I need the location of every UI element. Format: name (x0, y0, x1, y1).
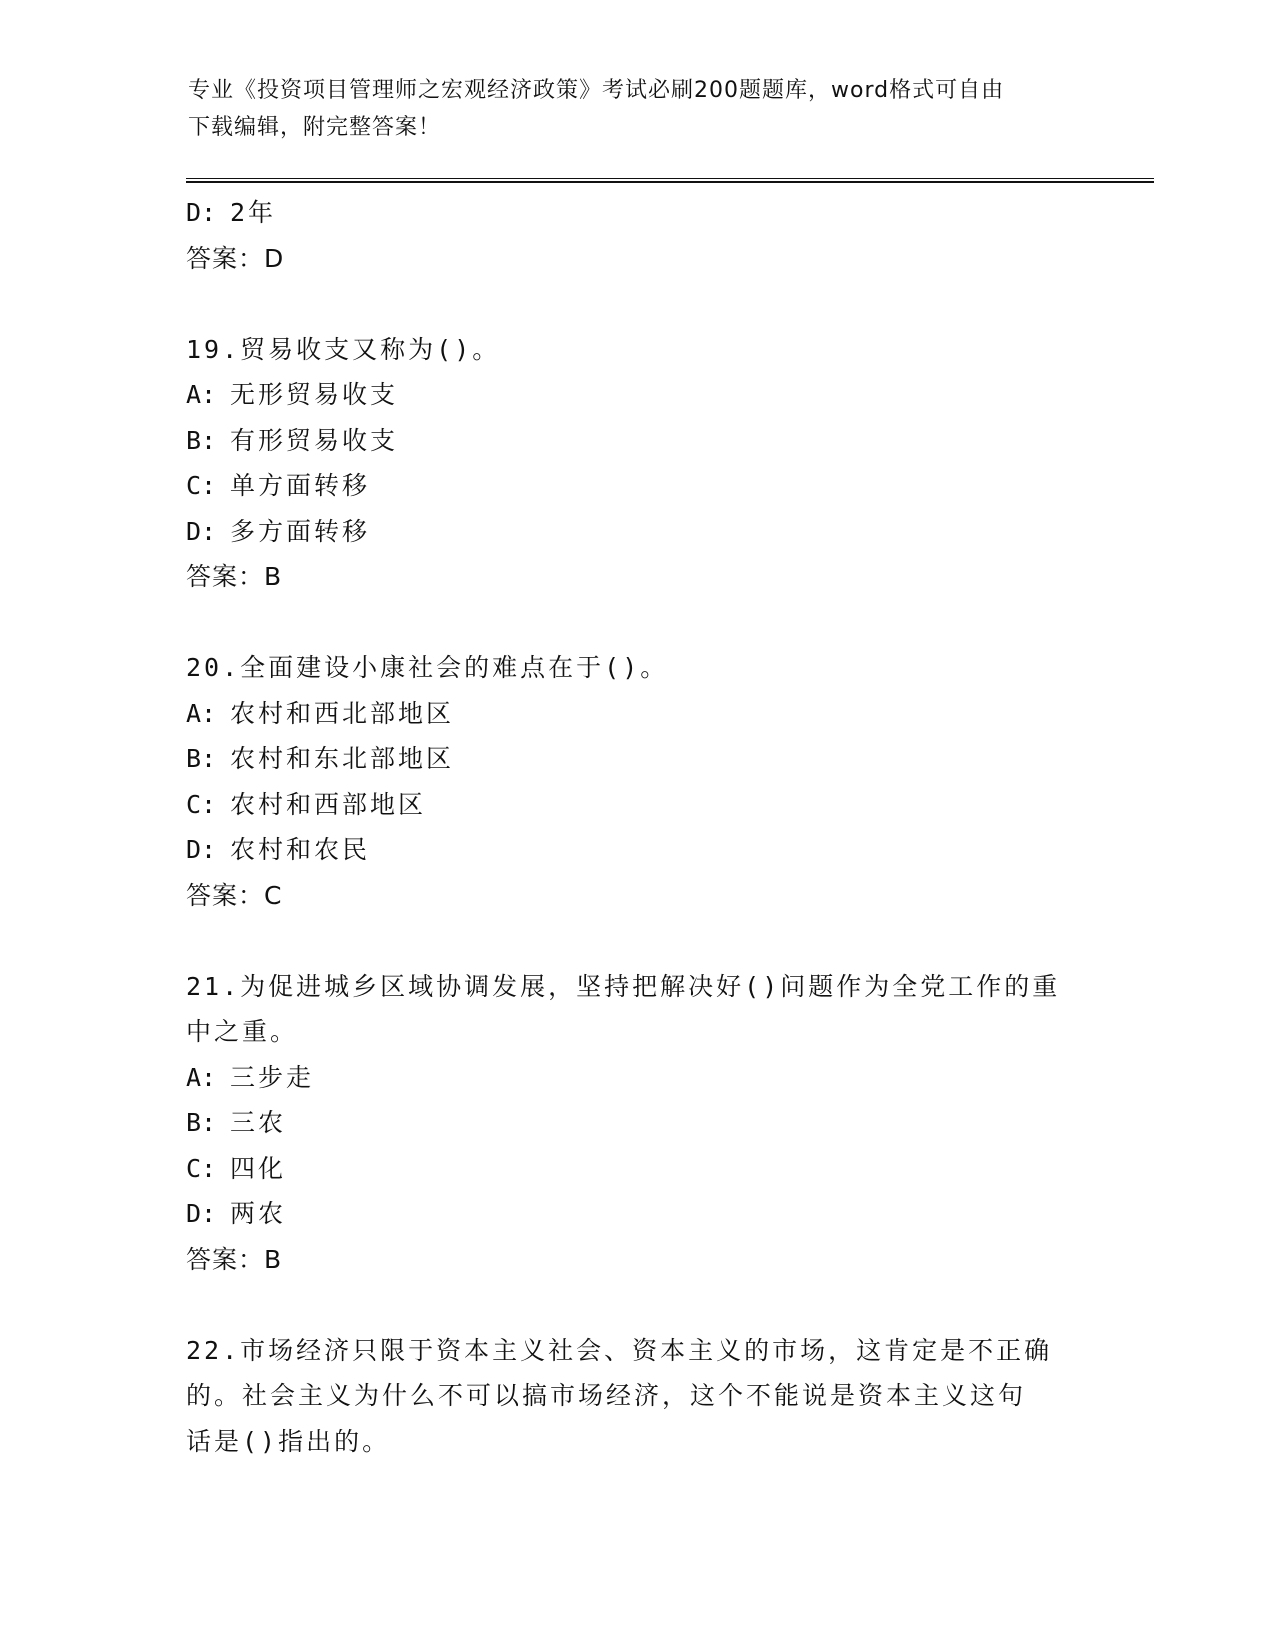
question-list (186, 190, 1086, 1464)
header-line-1: 专业《投资项目管理师之宏观经济政策》考试必刷200题题库，word格式可自由 (188, 78, 1005, 103)
question-stem: 22.市场经济只限于资本主义社会、资本主义的市场，这肯定是不正确 (186, 1335, 1053, 1365)
answer: 答案：D (186, 243, 285, 273)
option-c: C: 四化 (186, 1153, 287, 1183)
option-a: A: 无形贸易收支 (186, 380, 399, 409)
question-stem-continued: 中之重。 (186, 1017, 299, 1046)
option-c: C: 农村和西部地区 (186, 789, 427, 819)
question-stem-continued: 话是()指出的。 (186, 1426, 391, 1456)
option-c: C: 单方面转移 (186, 471, 371, 500)
option-d: D: 2年 (186, 198, 277, 227)
answer: 答案：B (186, 1244, 283, 1274)
option-b: B: 三农 (186, 1108, 287, 1137)
option-b: B: 有形贸易收支 (186, 425, 399, 455)
question-stem-continued: 的。社会主义为什么不可以搞市场经济，这个不能说是资本主义这句 (186, 1381, 1027, 1410)
question-stem: 19.贸易收支又称为()。 (186, 334, 501, 364)
option-d: D: 两农 (186, 1199, 287, 1228)
header-line-2: 下载编辑，附完整答案！ (188, 115, 442, 140)
option-a: A: 农村和西北部地区 (186, 698, 455, 728)
answer: 答案：B (186, 562, 283, 591)
answer: 答案：C (186, 880, 283, 910)
question-stem: 20.全面建设小康社会的难点在于()。 (186, 653, 669, 682)
option-a: A: 三步走 (186, 1062, 315, 1092)
option-d: D: 农村和农民 (186, 835, 371, 864)
header-divider (186, 178, 1154, 183)
question-stem: 21.为促进城乡区域协调发展，坚持把解决好()问题作为全党工作的重 (186, 971, 1061, 1001)
document-header (188, 72, 1088, 146)
option-b: B: 农村和东北部地区 (186, 744, 455, 773)
option-d: D: 多方面转移 (186, 516, 371, 546)
